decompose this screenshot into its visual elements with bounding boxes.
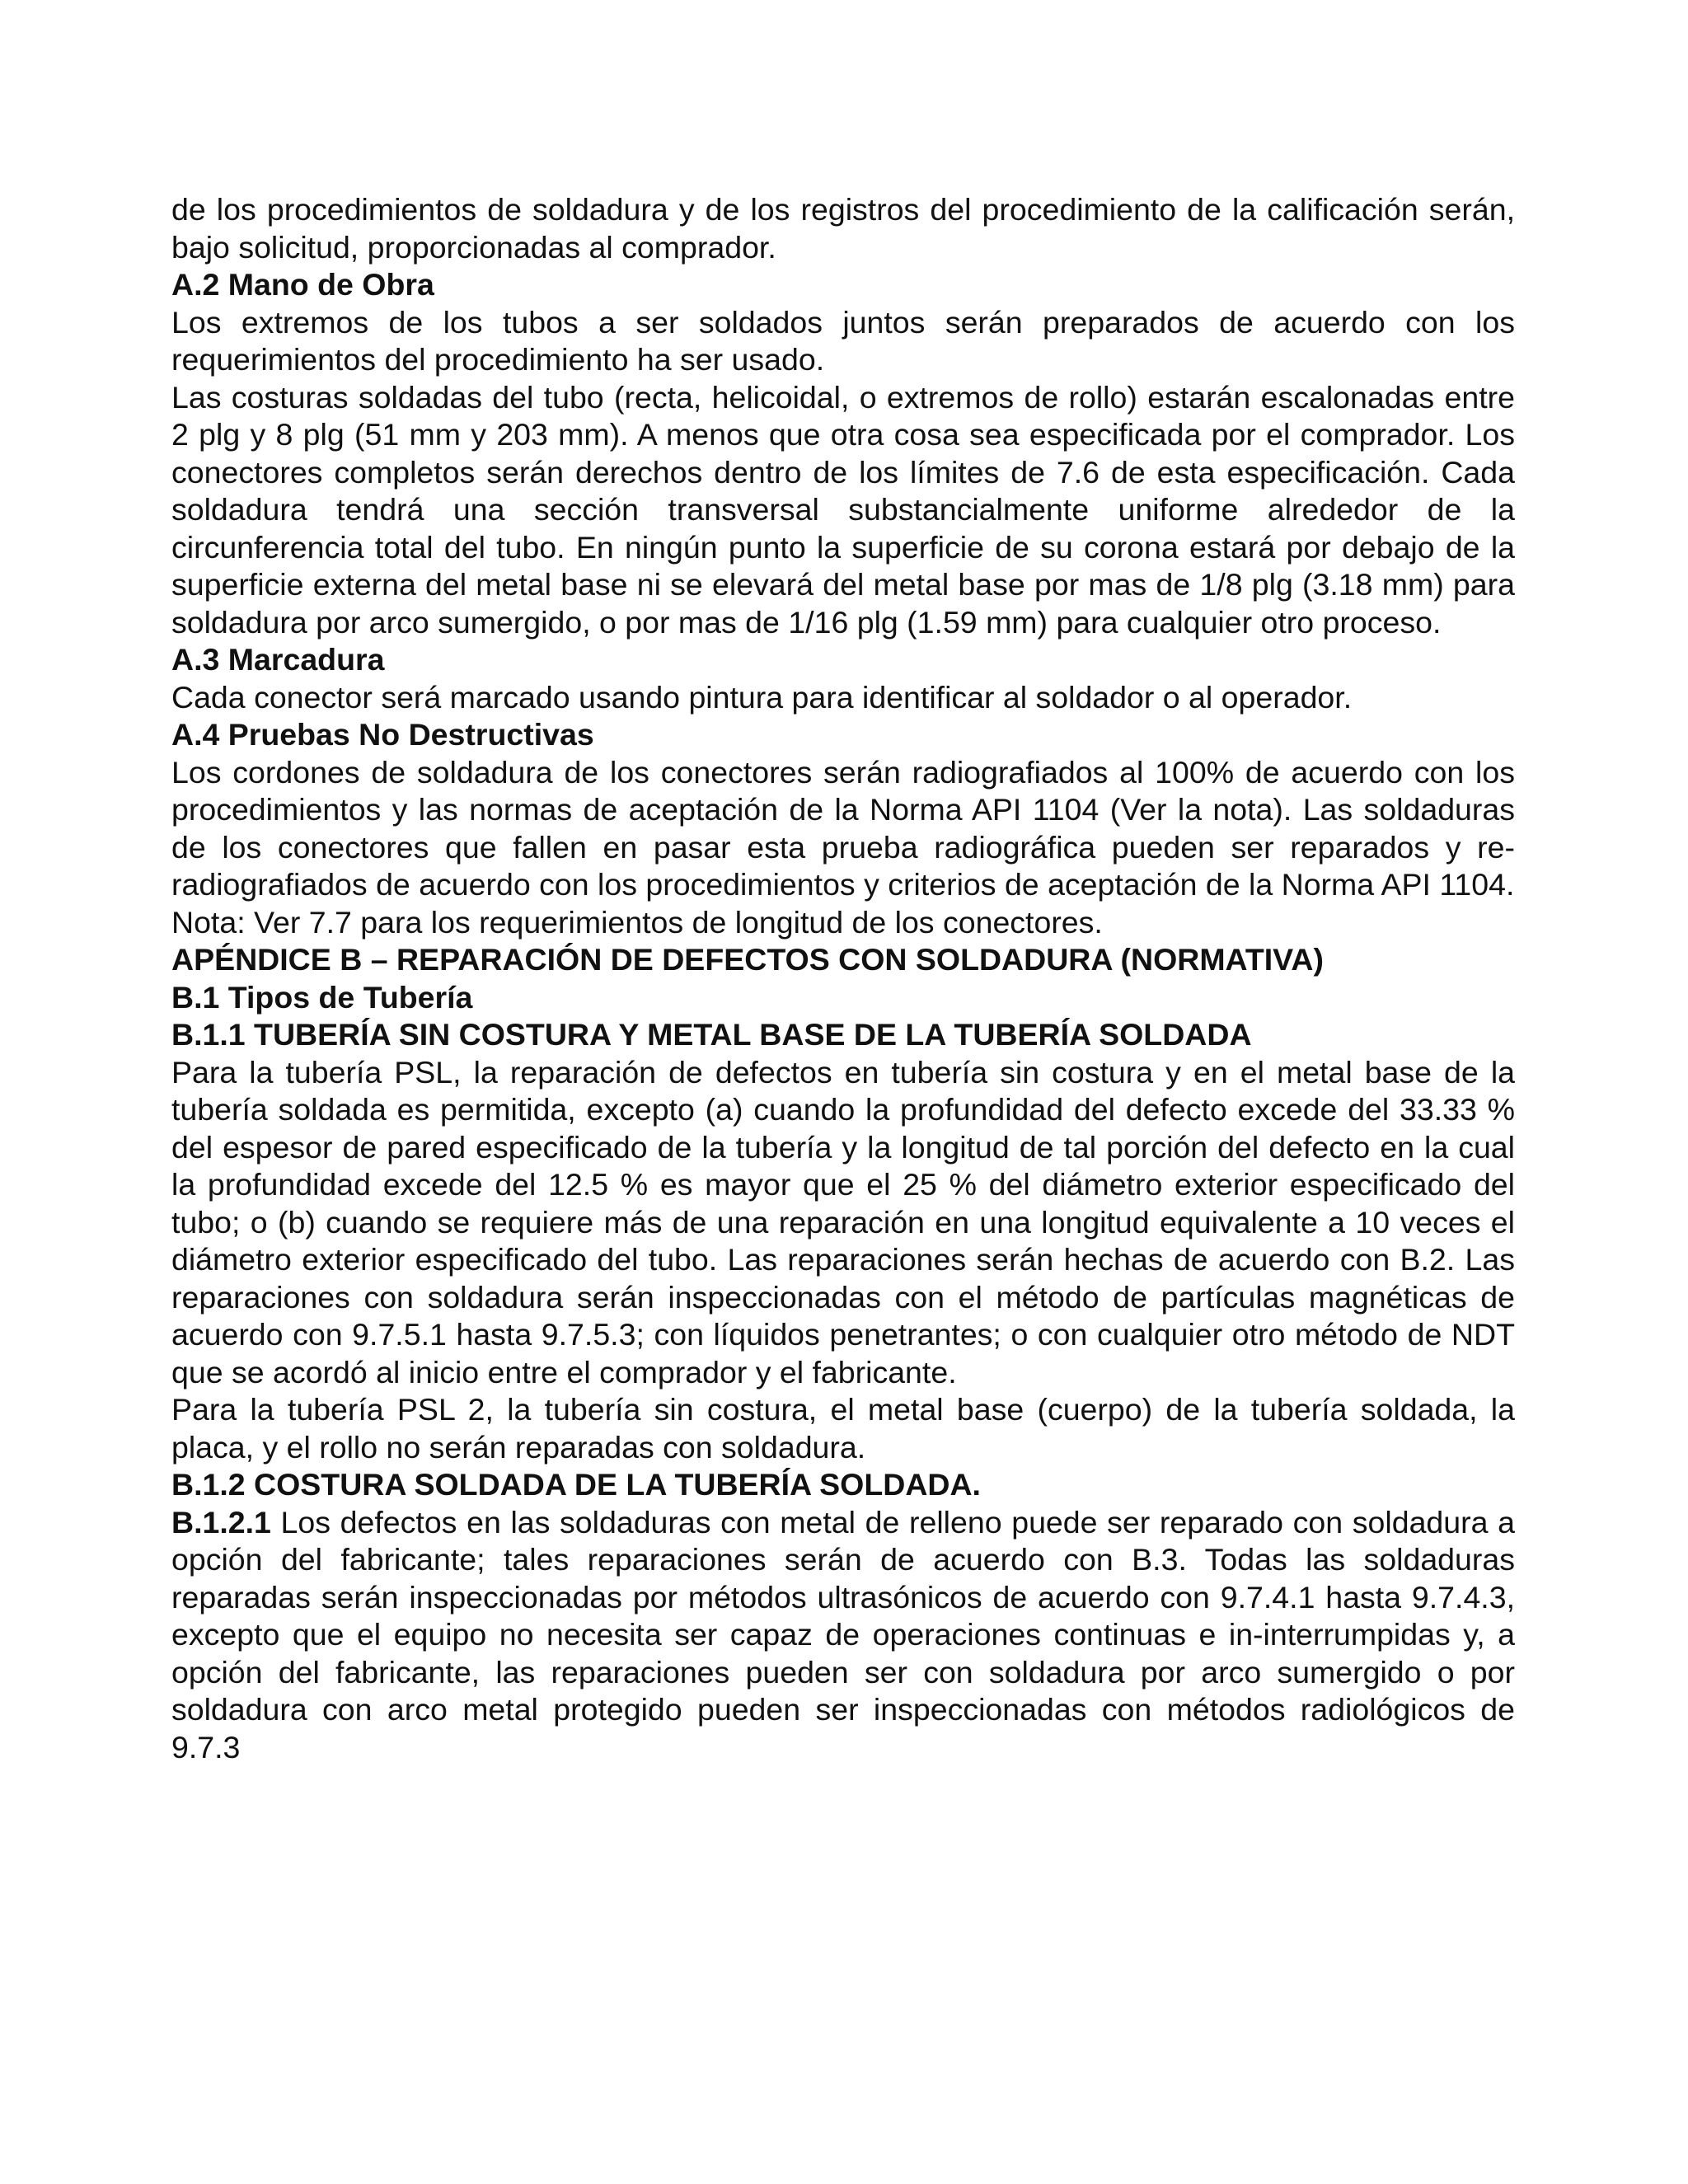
b121-lead-label: B.1.2.1 bbox=[171, 1504, 271, 1540]
a4-paragraph: Los cordones de soldadura de los conectores serán radiografiados al 100% de acuerdo con los procedimientos y las normas de aceptación de la Norma API 1104 (Ver la nota). Las soldaduras de los conectores que fallen en pasar esta prueba radiográfica pueden ser reparados y re-radiografiados de acuerdo con los procedimientos y criterios de aceptación de la Norma API 1104. bbox=[171, 754, 1515, 902]
intro-paragraph: de los procedimientos de soldadura y de los registros del procedimiento de la calificación serán, bajo solicitud, proporcionadas al comprador. bbox=[171, 192, 1515, 265]
b11-paragraph-2: Para la tubería PSL 2, la tubería sin costura, el metal base (cuerpo) de la tubería soldada, la placa, y el rollo no serán reparadas con soldadura. bbox=[171, 1392, 1515, 1465]
section-heading-a4: A.4 Pruebas No Destructivas bbox=[171, 717, 594, 752]
document-page bbox=[171, 191, 1515, 1766]
appendix-b-heading: APÉNDICE B – REPARACIÓN DE DEFECTOS CON SOLDADURA (NORMATIVA) bbox=[171, 942, 1324, 977]
b121-body-text: Los defectos en las soldaduras con metal de relleno puede ser reparado con soldadura a opción del fabricante; tales reparaciones serán de acuerdo con B.3. Todas las soldaduras reparadas serán inspeccionadas por métodos ultrasónicos de acuerdo con 9.7.4.1 hasta 9.7.4.3, excepto que el equipo no necesita ser capaz de operaciones continuas e in-interrumpidas y, a opción del fabricante, las reparaciones pueden ser con soldadura por arco sumergido o por soldadura con arco metal protegido pueden ser inspeccionadas con métodos radiológicos de 9.7.3 bbox=[171, 1504, 1515, 1765]
b121-paragraph bbox=[171, 1504, 1515, 1767]
a2-paragraph-1: Los extremos de los tubos a ser soldados juntos serán preparados de acuerdo con los requerimientos del procedimiento ha ser usado. bbox=[171, 304, 1515, 377]
section-heading-b11: B.1.1 TUBERÍA SIN COSTURA Y METAL BASE DE LA TUBERÍA SOLDADA bbox=[171, 1017, 1252, 1052]
section-heading-a3: A.3 Marcadura bbox=[171, 642, 385, 677]
a3-paragraph: Cada conector será marcado usando pintura para identificar al soldador o al operador. bbox=[171, 679, 1353, 715]
note-paragraph: Nota: Ver 7.7 para los requerimientos de longitud de los conectores. bbox=[171, 904, 1103, 940]
section-heading-b12: B.1.2 COSTURA SOLDADA DE LA TUBERÍA SOLDADA. bbox=[171, 1467, 981, 1502]
section-heading-b1: B.1 Tipos de Tubería bbox=[171, 979, 473, 1015]
b11-paragraph-1: Para la tubería PSL, la reparación de defectos en tubería sin costura y en el metal base de la tubería soldada es permitida, excepto (a) cuando la profundidad del defecto excede del 33.33 % del espesor de pared especificado de la tubería y la longitud de tal porción del defecto en la cual la profundidad excede del 12.5 % es mayor que el 25 % del diámetro exterior especificado del tubo; o (b) cuando se requiere más de una reparación en una longitud equivalente a 10 veces el diámetro exterior especificado del tubo. Las reparaciones serán hechas de acuerdo con B.2. Las reparaciones con soldadura serán inspeccionadas con el método de partículas magnéticas de acuerdo con 9.7.5.1 hasta 9.7.5.3; con líquidos penetrantes; o con cualquier otro método de NDT que se acordó al inicio entre el comprador y el fabricante. bbox=[171, 1054, 1515, 1390]
a2-paragraph-2: Las costuras soldadas del tubo (recta, helicoidal, o extremos de rollo) estarán escalonadas entre 2 plg y 8 plg (51 mm y 203 mm). A menos que otra cosa sea especificada por el comprador. Los conectores completos serán derechos dentro de los límites de 7.6 de esta especificación. Cada soldadura tendrá una sección transversal substancialmente uniforme alrededor de la circunferencia total del tubo. En ningún punto la superficie de su corona estará por debajo de la superficie externa del metal base ni se elevará del metal base por mas de 1/8 plg (3.18 mm) para soldadura por arco sumergido, o por mas de 1/16 plg (1.59 mm) para cualquier otro proceso. bbox=[171, 379, 1515, 640]
section-heading-a2: A.2 Mano de Obra bbox=[171, 267, 434, 302]
